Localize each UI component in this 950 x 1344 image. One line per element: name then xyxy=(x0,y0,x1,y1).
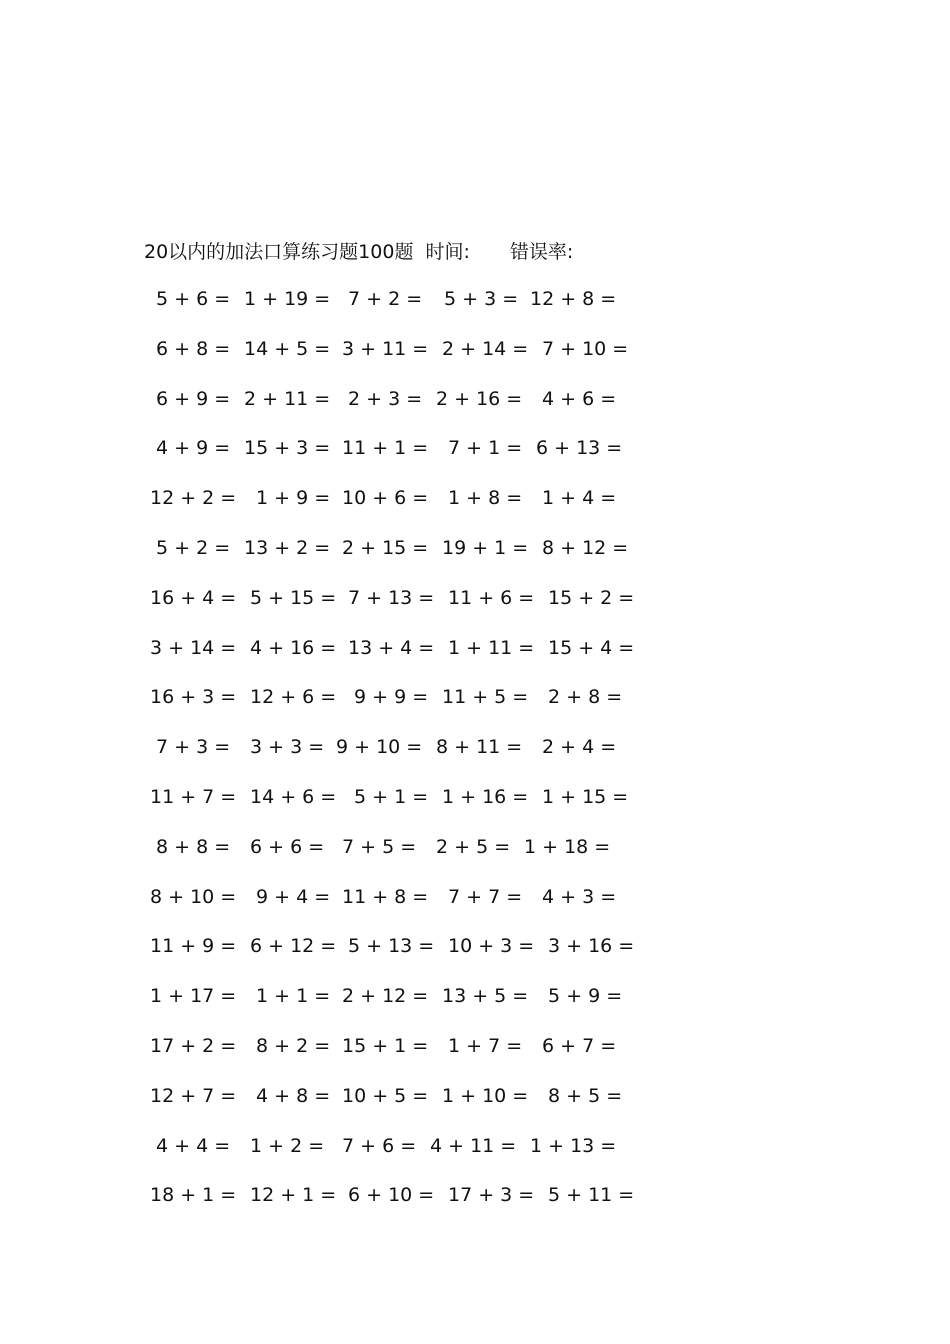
problem-cell: 6 + 7 = xyxy=(542,1034,617,1057)
problem-row xyxy=(148,832,628,882)
problem-cell: 2 + 15 = xyxy=(342,536,429,559)
problem-cell: 14 + 6 = xyxy=(250,785,337,808)
problem-cell: 2 + 16 = xyxy=(436,387,523,410)
problem-cell: 4 + 9 = xyxy=(156,437,231,460)
problem-row xyxy=(148,384,628,434)
problem-cell: 2 + 4 = xyxy=(542,736,617,759)
problem-cell: 6 + 6 = xyxy=(250,835,325,858)
problem-cell: 13 + 5 = xyxy=(442,985,529,1008)
problem-cell: 11 + 1 = xyxy=(342,437,429,460)
problem-row xyxy=(148,284,628,334)
problem-cell: 12 + 6 = xyxy=(250,686,337,709)
problem-cell: 16 + 4 = xyxy=(150,586,237,609)
problem-cell: 15 + 4 = xyxy=(548,636,635,659)
problem-cell: 5 + 13 = xyxy=(348,935,435,958)
problem-cell: 3 + 16 = xyxy=(548,935,635,958)
problem-cell: 12 + 8 = xyxy=(530,288,617,310)
problem-cell: 4 + 4 = xyxy=(156,1134,231,1157)
problem-cell: 1 + 4 = xyxy=(542,487,617,510)
problem-cell: 1 + 16 = xyxy=(442,785,529,808)
problem-cell: 6 + 10 = xyxy=(348,1184,435,1207)
problem-cell: 11 + 6 = xyxy=(448,586,535,609)
problem-cell: 15 + 3 = xyxy=(244,437,331,460)
problem-row xyxy=(148,931,635,981)
problem-cell: 9 + 10 = xyxy=(336,736,423,759)
problem-cell: 15 + 2 = xyxy=(548,586,635,609)
problem-cell: 12 + 2 = xyxy=(150,487,237,510)
problem-row xyxy=(148,1180,635,1230)
problem-cell: 8 + 10 = xyxy=(150,885,237,908)
problem-cell: 14 + 5 = xyxy=(244,337,331,360)
problem-cell: 8 + 2 = xyxy=(256,1034,331,1057)
problem-cell: 11 + 7 = xyxy=(150,785,237,808)
problem-cell: 12 + 7 = xyxy=(150,1084,237,1107)
problem-cell: 6 + 8 = xyxy=(156,337,231,360)
problem-cell: 8 + 12 = xyxy=(542,536,629,559)
problem-cell: 7 + 5 = xyxy=(342,835,417,858)
problem-row xyxy=(148,732,628,782)
problem-cell: 4 + 11 = xyxy=(430,1134,517,1157)
problem-cell: 3 + 11 = xyxy=(342,337,429,360)
problem-cell: 5 + 3 = xyxy=(444,288,519,310)
problem-cell: 1 + 8 = xyxy=(448,487,523,510)
problem-cell: 1 + 9 = xyxy=(256,487,331,510)
problem-cell: 2 + 5 = xyxy=(436,835,511,858)
problem-row xyxy=(148,981,628,1031)
problem-cell: 1 + 2 = xyxy=(250,1134,325,1157)
problem-row xyxy=(148,1031,628,1081)
problem-cell: 2 + 12 = xyxy=(342,985,429,1008)
problem-row xyxy=(148,682,628,732)
problem-cell: 5 + 2 = xyxy=(156,536,231,559)
problem-cell: 1 + 7 = xyxy=(448,1034,523,1057)
problem-cell: 12 + 1 = xyxy=(250,1184,337,1207)
problem-cell: 5 + 9 = xyxy=(548,985,623,1008)
problem-cell: 7 + 1 = xyxy=(448,437,523,460)
problem-cell: 7 + 7 = xyxy=(448,885,523,908)
problem-cell: 2 + 14 = xyxy=(442,337,529,360)
problem-cell: 1 + 11 = xyxy=(448,636,535,659)
problem-cell: 6 + 12 = xyxy=(250,935,337,958)
problem-cell: 1 + 18 = xyxy=(524,835,611,858)
problem-cell: 9 + 4 = xyxy=(256,885,331,908)
problem-cell: 1 + 19 = xyxy=(244,288,331,310)
problem-row xyxy=(148,633,635,683)
problem-cell: 7 + 10 = xyxy=(542,337,629,360)
problem-cell: 5 + 1 = xyxy=(354,785,429,808)
problem-cell: 1 + 10 = xyxy=(442,1084,529,1107)
problem-cell: 2 + 8 = xyxy=(548,686,623,709)
worksheet-header xyxy=(144,236,573,264)
problem-cell: 2 + 11 = xyxy=(244,387,331,410)
problem-cell: 7 + 13 = xyxy=(348,586,435,609)
problem-cell: 11 + 5 = xyxy=(442,686,529,709)
problem-row xyxy=(148,483,628,533)
problem-cell: 16 + 3 = xyxy=(150,686,237,709)
problem-cell: 1 + 1 = xyxy=(256,985,331,1008)
problem-row xyxy=(148,882,628,932)
worksheet-title: 20以内的加法口算练习题100题 xyxy=(144,240,414,263)
problem-cell: 3 + 14 = xyxy=(150,636,237,659)
problem-cell: 9 + 9 = xyxy=(354,686,429,709)
error-rate-label: 错误率: xyxy=(509,240,574,263)
problem-cell: 5 + 15 = xyxy=(250,586,337,609)
problem-cell: 8 + 11 = xyxy=(436,736,523,759)
problem-cell: 5 + 11 = xyxy=(548,1184,635,1207)
problem-cell: 17 + 2 = xyxy=(150,1034,237,1057)
problem-cell: 5 + 6 = xyxy=(156,288,231,310)
problem-cell: 8 + 8 = xyxy=(156,835,231,858)
problem-cell: 4 + 8 = xyxy=(256,1084,331,1107)
problem-row xyxy=(148,334,628,384)
problem-grid xyxy=(148,284,635,1230)
problem-cell: 18 + 1 = xyxy=(150,1184,237,1207)
problem-cell: 7 + 6 = xyxy=(342,1134,417,1157)
problem-row xyxy=(148,782,628,832)
problem-cell: 13 + 2 = xyxy=(244,536,331,559)
problem-cell: 1 + 17 = xyxy=(150,985,237,1008)
problem-cell: 10 + 5 = xyxy=(342,1084,429,1107)
problem-cell: 10 + 3 = xyxy=(448,935,535,958)
problem-row xyxy=(148,433,628,483)
problem-cell: 8 + 5 = xyxy=(548,1084,623,1107)
problem-cell: 17 + 3 = xyxy=(448,1184,535,1207)
problem-cell: 11 + 8 = xyxy=(342,885,429,908)
problem-cell: 3 + 3 = xyxy=(250,736,325,759)
problem-cell: 7 + 3 = xyxy=(156,736,231,759)
problem-cell: 6 + 9 = xyxy=(156,387,231,410)
problem-cell: 7 + 2 = xyxy=(348,288,423,310)
problem-row xyxy=(148,583,635,633)
problem-cell: 4 + 16 = xyxy=(250,636,337,659)
problem-cell: 6 + 13 = xyxy=(536,437,623,460)
problem-cell: 1 + 13 = xyxy=(530,1134,617,1157)
problem-cell: 4 + 6 = xyxy=(542,387,617,410)
problem-cell: 4 + 3 = xyxy=(542,885,617,908)
problem-cell: 15 + 1 = xyxy=(342,1034,429,1057)
problem-row xyxy=(148,533,628,583)
problem-cell: 19 + 1 = xyxy=(442,536,529,559)
problem-row xyxy=(148,1131,628,1181)
problem-row xyxy=(148,1081,628,1131)
problem-cell: 1 + 15 = xyxy=(542,785,629,808)
problem-cell: 11 + 9 = xyxy=(150,935,237,958)
problem-cell: 13 + 4 = xyxy=(348,636,435,659)
problem-cell: 10 + 6 = xyxy=(342,487,429,510)
time-label: 时间: xyxy=(425,240,470,263)
problem-cell: 2 + 3 = xyxy=(348,387,423,410)
